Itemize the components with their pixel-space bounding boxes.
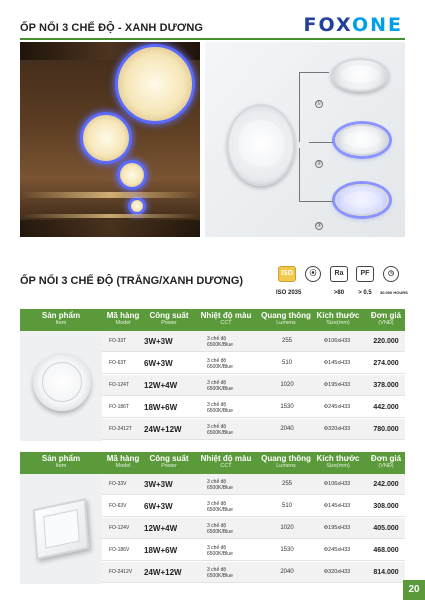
col-power: Công suất Power (149, 311, 189, 326)
badge-lifetime: ◷ 30.000 HOURS (380, 266, 402, 296)
connector-line (299, 72, 329, 142)
table-row: FO-33T 3W+3W 3 chế độ 6500K/Blue 255 Φ106xH33 220.000 (102, 331, 405, 352)
iso-icon: ISO (278, 266, 296, 282)
col-power: Công suất Power (149, 454, 189, 469)
logo-part-fox: FOX (303, 14, 352, 36)
col-product: Sản phẩm Item (41, 311, 81, 326)
table-row: FO-63V 6W+3W 3 chế độ 6500K/Blue 510 Φ145xH33 308.000 (102, 496, 405, 517)
product-image-cell (20, 331, 102, 441)
table-header (20, 309, 405, 331)
light-icon: ⦿ (305, 266, 321, 282)
table-row: FO-186T 18W+6W 3 chế độ 6500K/Blue 1530 Φ245xH33 442.000 (102, 397, 405, 418)
mode-number-3: ③ (316, 223, 322, 229)
brand-logo (304, 14, 403, 36)
lamp-mode-blue (335, 184, 389, 216)
badge-light (302, 266, 324, 296)
col-cct: Nhiệt độ màu CCT (200, 454, 252, 469)
table-row: FO-186V 18W+6W 3 chế độ 6500K/Blue 1530 Φ245xH33 468.000 (102, 540, 405, 561)
clock-icon: ◷ (383, 266, 399, 282)
light-modes-panel (205, 42, 405, 237)
col-lumen: Quang thông Lumens (261, 311, 311, 326)
page-title: ỐP NỔI 3 CHẾ ĐỘ - XANH DƯƠNG (20, 22, 204, 34)
price-table-round (20, 309, 405, 441)
price-table-square (20, 452, 405, 584)
col-cct: Nhiệt độ màu CCT (200, 311, 252, 326)
col-lumen: Quang thông Lumens (261, 454, 311, 469)
lamp-side-view (227, 104, 295, 186)
table-row: FO-2412T 24W+12W 3 chế độ 6500K/Blue 2040 Φ320xH33 780.000 (102, 419, 405, 440)
spec-badges (276, 266, 408, 296)
product-image-cell (20, 474, 102, 584)
ceiling-installation-photo (20, 42, 200, 237)
connector-line (309, 142, 333, 143)
section-title: ỐP NỔI 3 CHẾ ĐỘ (TRẮNG/XANH DƯƠNG) (20, 275, 244, 287)
lamp-mode-white (331, 58, 389, 92)
table-row: FO-63T 6W+3W 3 chế độ 6500K/Blue 510 Φ145xH33 274.000 (102, 353, 405, 374)
round-light-product-image (33, 353, 91, 411)
col-price: Đơn giá (VNĐ) (370, 454, 402, 469)
badge-pf: PF > 0.5 (354, 266, 376, 296)
mode-number-2: ② (316, 161, 322, 167)
table-row: FO-124T 12W+4W 3 chế độ 6500K/Blue 1020 Φ195xH33 378.000 (102, 375, 405, 396)
col-model: Mã hàng Model (106, 454, 140, 469)
lamp-mode-white-blue (335, 124, 389, 156)
header-divider (20, 38, 405, 40)
connector-line (299, 148, 333, 202)
badge-iso: ISO ISO 2035 (276, 266, 298, 296)
col-model: Mã hàng Model (106, 311, 140, 326)
square-light-product-image (33, 498, 89, 560)
pf-icon: PF (356, 266, 374, 282)
col-size: Kích thước Size(mm) (316, 454, 360, 469)
table-row: FO-33V 3W+3W 3 chế độ 6500K/Blue 255 Φ106xH33 242.000 (102, 474, 405, 495)
col-product: Sản phẩm Item (41, 454, 81, 469)
col-price: Đơn giá (VNĐ) (370, 311, 402, 326)
col-size: Kích thước Size(mm) (316, 311, 360, 326)
table-header (20, 452, 405, 474)
badge-cri: Ra >80 (328, 266, 350, 296)
table-row: FO-2412V 24W+12W 3 chế độ 6500K/Blue 2040 Φ320xH33 814.000 (102, 562, 405, 583)
mode-number-1: ① (316, 101, 322, 107)
logo-part-one: ONE (351, 14, 403, 36)
page-number: 20 (403, 580, 425, 600)
table-row: FO-124V 12W+4W 3 chế độ 6500K/Blue 1020 Φ195xH33 405.000 (102, 518, 405, 539)
cri-icon: Ra (330, 266, 348, 282)
